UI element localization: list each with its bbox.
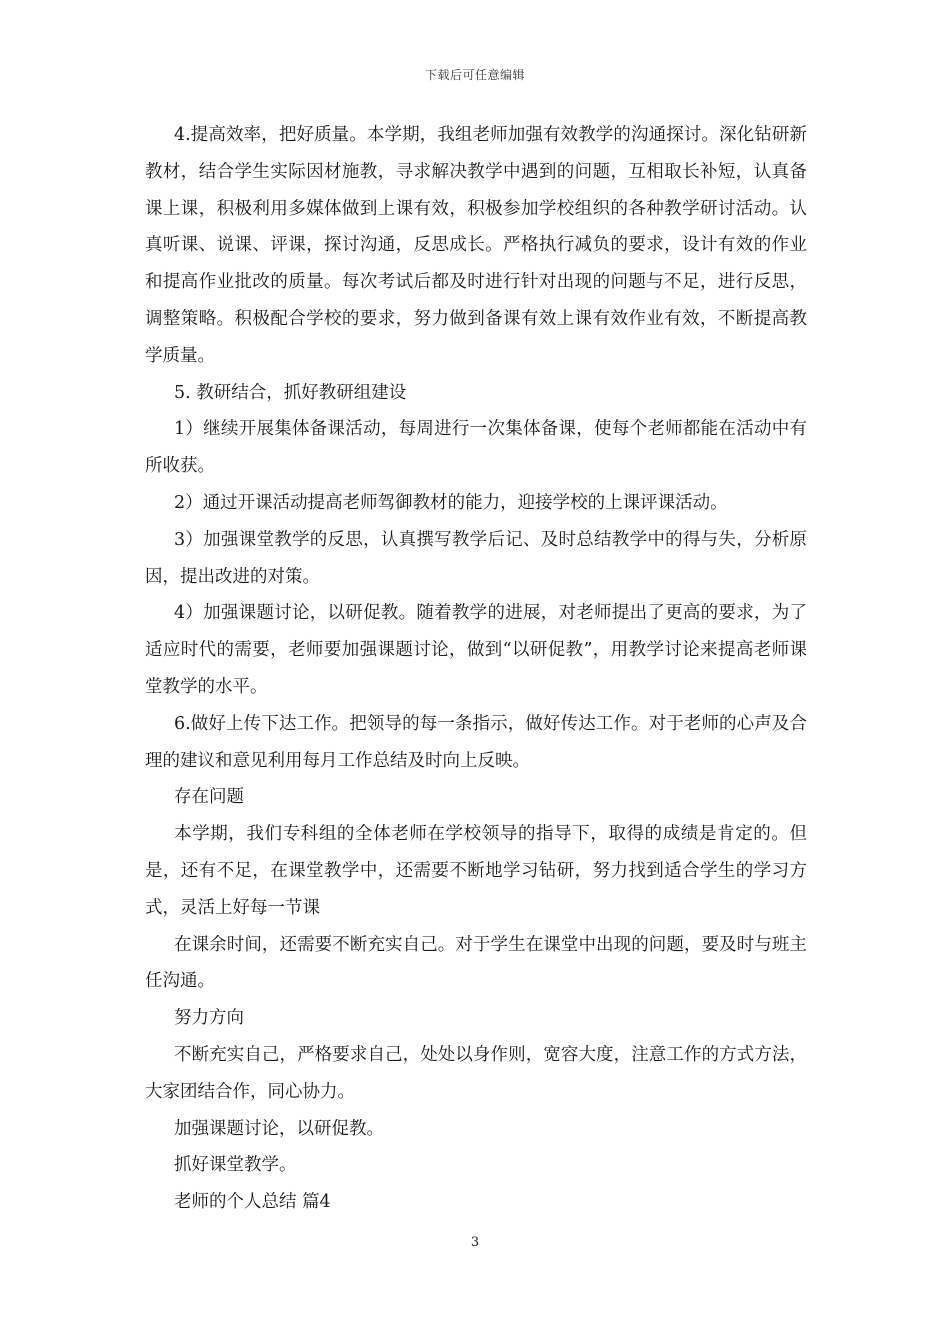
paragraph-semester-review: 本学期，我们专科组的全体老师在学校领导的指导下，取得的成绩是肯定的。但是，还有不足，在课堂教学中，还需要不断地学习钻研，努力找到适合学生的学习方式，灵活上好每一节课 <box>145 824 807 918</box>
page-header: 下载后可任意编辑 <box>424 68 525 82</box>
paragraph-strengthen-research: 加强课题讨论，以研促教。 <box>174 1118 384 1139</box>
paragraph-teaching-research-heading: 5. 教研结合，抓好教研组建设 <box>174 382 407 403</box>
paragraph-research-promotes-teaching: 4）加强课题讨论，以研促教。随着教学的进展，对老师提出了更高的要求，为了适应时代的需要，老师要加强课题讨论，做到“以研促教”，用教学讨论来提高老师课堂教学的水平。 <box>145 603 807 697</box>
paragraph-classroom-reflection: 3）加强课堂教学的反思，认真撰写教学后记、及时总结教学中的得与失，分析原因，提出改进的对策。 <box>145 529 807 587</box>
paragraph-classroom-teaching: 抓好课堂教学。 <box>174 1155 297 1176</box>
paragraph-spare-time: 在课余时间，还需要不断充实自己。对于学生在课堂中出现的问题，要及时与班主任沟通。 <box>145 934 807 992</box>
page-number: 3 <box>470 1235 480 1250</box>
paragraph-collective-lesson-prep: 1）继续开展集体备课活动，每周进行一次集体备课，使每个老师都能在活动中有所收获。 <box>145 419 807 477</box>
heading-existing-problems: 存在问题 <box>174 787 244 808</box>
document-body <box>145 117 807 1221</box>
paragraph-communication-work: 6.做好上传下达工作。把领导的每一条指示，做好传达工作。对于老师的心声及合理的建议和意见利用每月工作总结及时向上反映。 <box>145 713 807 771</box>
heading-future-direction: 努力方向 <box>174 1008 244 1029</box>
paragraph-open-class-activities: 2）通过开课活动提高老师驾御教材的能力，迎接学校的上课评课活动。 <box>174 492 728 513</box>
paragraph-improve-efficiency: 4.提高效率，把好质量。本学期，我组老师加强有效教学的沟通探讨。深化钻研新教材，结合学生实际因材施教，寻求解决教学中遇到的问题，互相取长补短，认真备课上课，积极利用多媒体做到上课有效，积极参加学校组织的各种教学研讨活动。认真听课、说课、评课，探讨沟通，反思成长。严格执行减负的要求，设计有效的作业和提高作业批改的质量。每次考试后都及时进行针对出现的问题与不足，进行反思，调整策略。积极配合学校的要求，努力做到备课有效上课有效作业有效，不断提高教学质量。 <box>145 125 807 366</box>
paragraph-self-improvement: 不断充实自己，严格要求自己，处处以身作则，宽容大度，注意工作的方式方法，大家团结合作，同心协力。 <box>145 1044 807 1102</box>
heading-summary-part-4: 老师的个人总结 篇4 <box>174 1192 331 1213</box>
